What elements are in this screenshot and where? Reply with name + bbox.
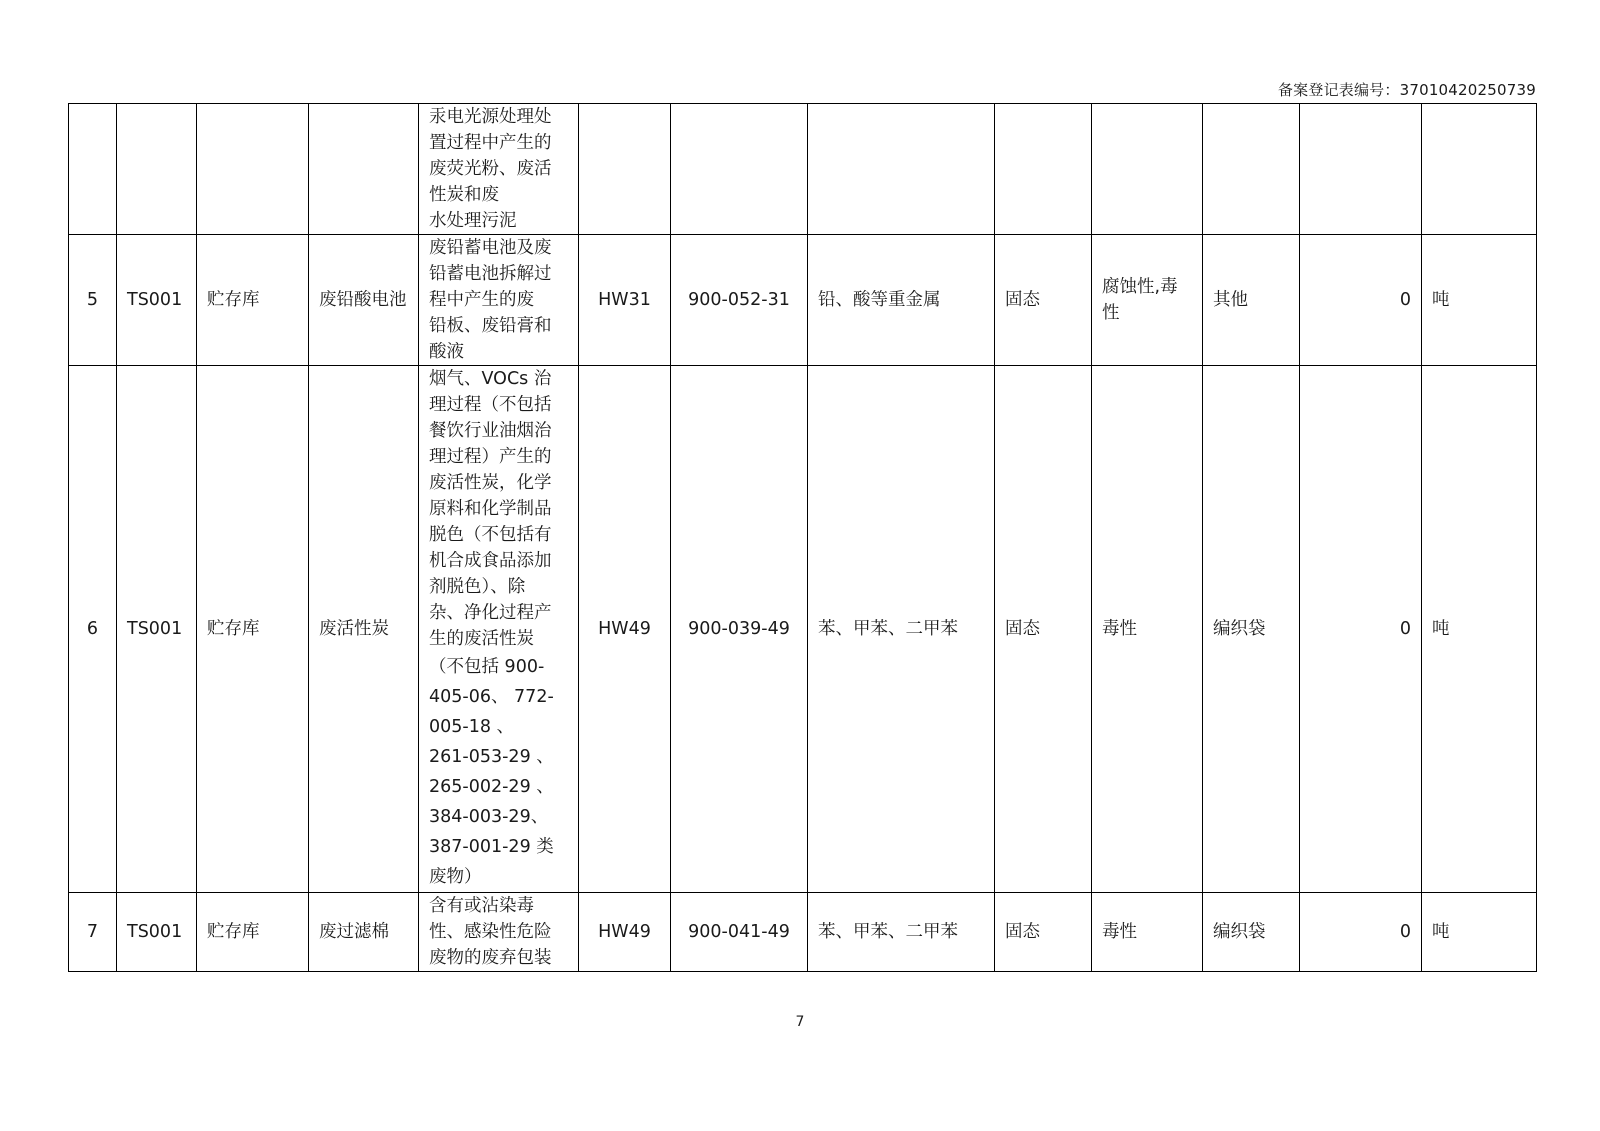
quantity-cell [1300, 104, 1422, 235]
facility-type-cell: 贮存库 [197, 893, 309, 972]
hazard-component-cell: 苯、甲苯、二甲苯 [808, 893, 995, 972]
unit-cell [1422, 104, 1537, 235]
facility-code-cell: TS001 [117, 366, 197, 893]
waste-code-cell: 900-052-31 [671, 235, 808, 366]
registration-number: 备案登记表编号：37010420250739 [1277, 81, 1536, 99]
row-number-cell: 5 [69, 235, 117, 366]
description-line: 005-18 、 [429, 717, 515, 737]
facility-code-cell: TS001 [117, 235, 197, 366]
hazard-property-cell [1092, 104, 1203, 235]
table-row [69, 893, 1537, 972]
waste-name-cell [309, 104, 419, 235]
quantity-cell: 0 [1300, 235, 1422, 366]
hw-class-cell: HW31 [579, 235, 671, 366]
unit-cell: 吨 [1422, 235, 1537, 366]
description-line: 废荧光粉、废活 [429, 159, 552, 179]
description-line: 265-002-29 、 [429, 777, 554, 797]
description-line: 405-06、 772- [429, 687, 554, 707]
description-line: 废物） [429, 867, 482, 887]
description-line: 酸液 [429, 342, 464, 362]
waste-code-cell: 900-041-49 [671, 893, 808, 972]
description-line: 铅板、废铅膏和 [429, 316, 552, 336]
description-line: 水处理污泥 [429, 211, 517, 231]
hazard-property-cell: 腐蚀性,毒性 [1092, 235, 1203, 366]
description-line: 理过程）产生的 [429, 447, 552, 467]
row-number-cell: 7 [69, 893, 117, 972]
quantity-cell: 0 [1300, 366, 1422, 893]
description-line: 261-053-29 、 [429, 747, 554, 767]
hazardous-waste-table [68, 103, 1537, 972]
table-row [69, 235, 1537, 366]
waste-code-cell [671, 104, 808, 235]
facility-type-cell: 贮存库 [197, 235, 309, 366]
description-line: 387-001-29 类 [429, 837, 554, 857]
description-line: 原料和化学制品 [429, 499, 552, 519]
facility-type-cell [197, 104, 309, 235]
unit-cell: 吨 [1422, 893, 1537, 972]
description-line: 杂、净化过程产 [429, 603, 552, 623]
row-number-cell [69, 104, 117, 235]
hw-class-cell [579, 104, 671, 235]
hazard-component-cell [808, 104, 995, 235]
package-type-cell: 编织袋 [1203, 893, 1300, 972]
table-row [69, 104, 1537, 235]
package-type-cell: 其他 [1203, 235, 1300, 366]
facility-type-cell: 贮存库 [197, 366, 309, 893]
hw-class-cell: HW49 [579, 893, 671, 972]
row-number-cell: 6 [69, 366, 117, 893]
waste-description-cell [419, 366, 579, 893]
description-line: 餐饮行业油烟治 [429, 421, 552, 441]
description-line: 脱色（不包括有 [429, 525, 552, 545]
hw-class-cell: HW49 [579, 366, 671, 893]
description-line: 程中产生的废 [429, 290, 534, 310]
description-line: 生的废活性炭 [429, 629, 534, 649]
description-line: 废活性炭，化学 [429, 473, 552, 493]
description-line: 理过程（不包括 [429, 395, 552, 415]
waste-description-cell [419, 104, 579, 235]
unit-cell: 吨 [1422, 366, 1537, 893]
facility-code-cell [117, 104, 197, 235]
description-line: 废铅蓄电池及废 [429, 238, 552, 258]
waste-description-cell [419, 893, 579, 972]
physical-form-cell: 固态 [995, 235, 1092, 366]
description-line: 铅蓄电池拆解过 [429, 264, 552, 284]
description-line: 置过程中产生的 [429, 133, 552, 153]
package-type-cell: 编织袋 [1203, 366, 1300, 893]
waste-code-cell: 900-039-49 [671, 366, 808, 893]
description-line: 剂脱色）、除 [429, 577, 526, 597]
description-line: 384-003-29、 [429, 807, 549, 827]
waste-name-cell: 废铅酸电池 [309, 235, 419, 366]
description-line: 含有或沾染毒 [429, 896, 534, 916]
description-line: 废物的废弃包装 [429, 948, 552, 968]
description-line: 机合成食品添加 [429, 551, 552, 571]
waste-name-cell: 废活性炭 [309, 366, 419, 893]
waste-description-cell [419, 235, 579, 366]
description-line: 烟气、VOCs 治 [429, 369, 552, 389]
description-line: 汞电光源处理处 [429, 107, 552, 127]
hazard-property-cell: 毒性 [1092, 893, 1203, 972]
quantity-cell: 0 [1300, 893, 1422, 972]
waste-name-cell: 废过滤棉 [309, 893, 419, 972]
description-line: 性、感染性危险 [429, 922, 552, 942]
package-type-cell [1203, 104, 1300, 235]
physical-form-cell: 固态 [995, 366, 1092, 893]
hazard-component-cell: 铅、酸等重金属 [808, 235, 995, 366]
hazard-property-cell: 毒性 [1092, 366, 1203, 893]
description-line: 性炭和废 [429, 185, 499, 205]
facility-code-cell: TS001 [117, 893, 197, 972]
description-line: （不包括 900- [429, 657, 545, 677]
page-number: 7 [795, 1014, 805, 1030]
physical-form-cell [995, 104, 1092, 235]
physical-form-cell: 固态 [995, 893, 1092, 972]
hazard-component-cell: 苯、甲苯、二甲苯 [808, 366, 995, 893]
table-row [69, 366, 1537, 893]
